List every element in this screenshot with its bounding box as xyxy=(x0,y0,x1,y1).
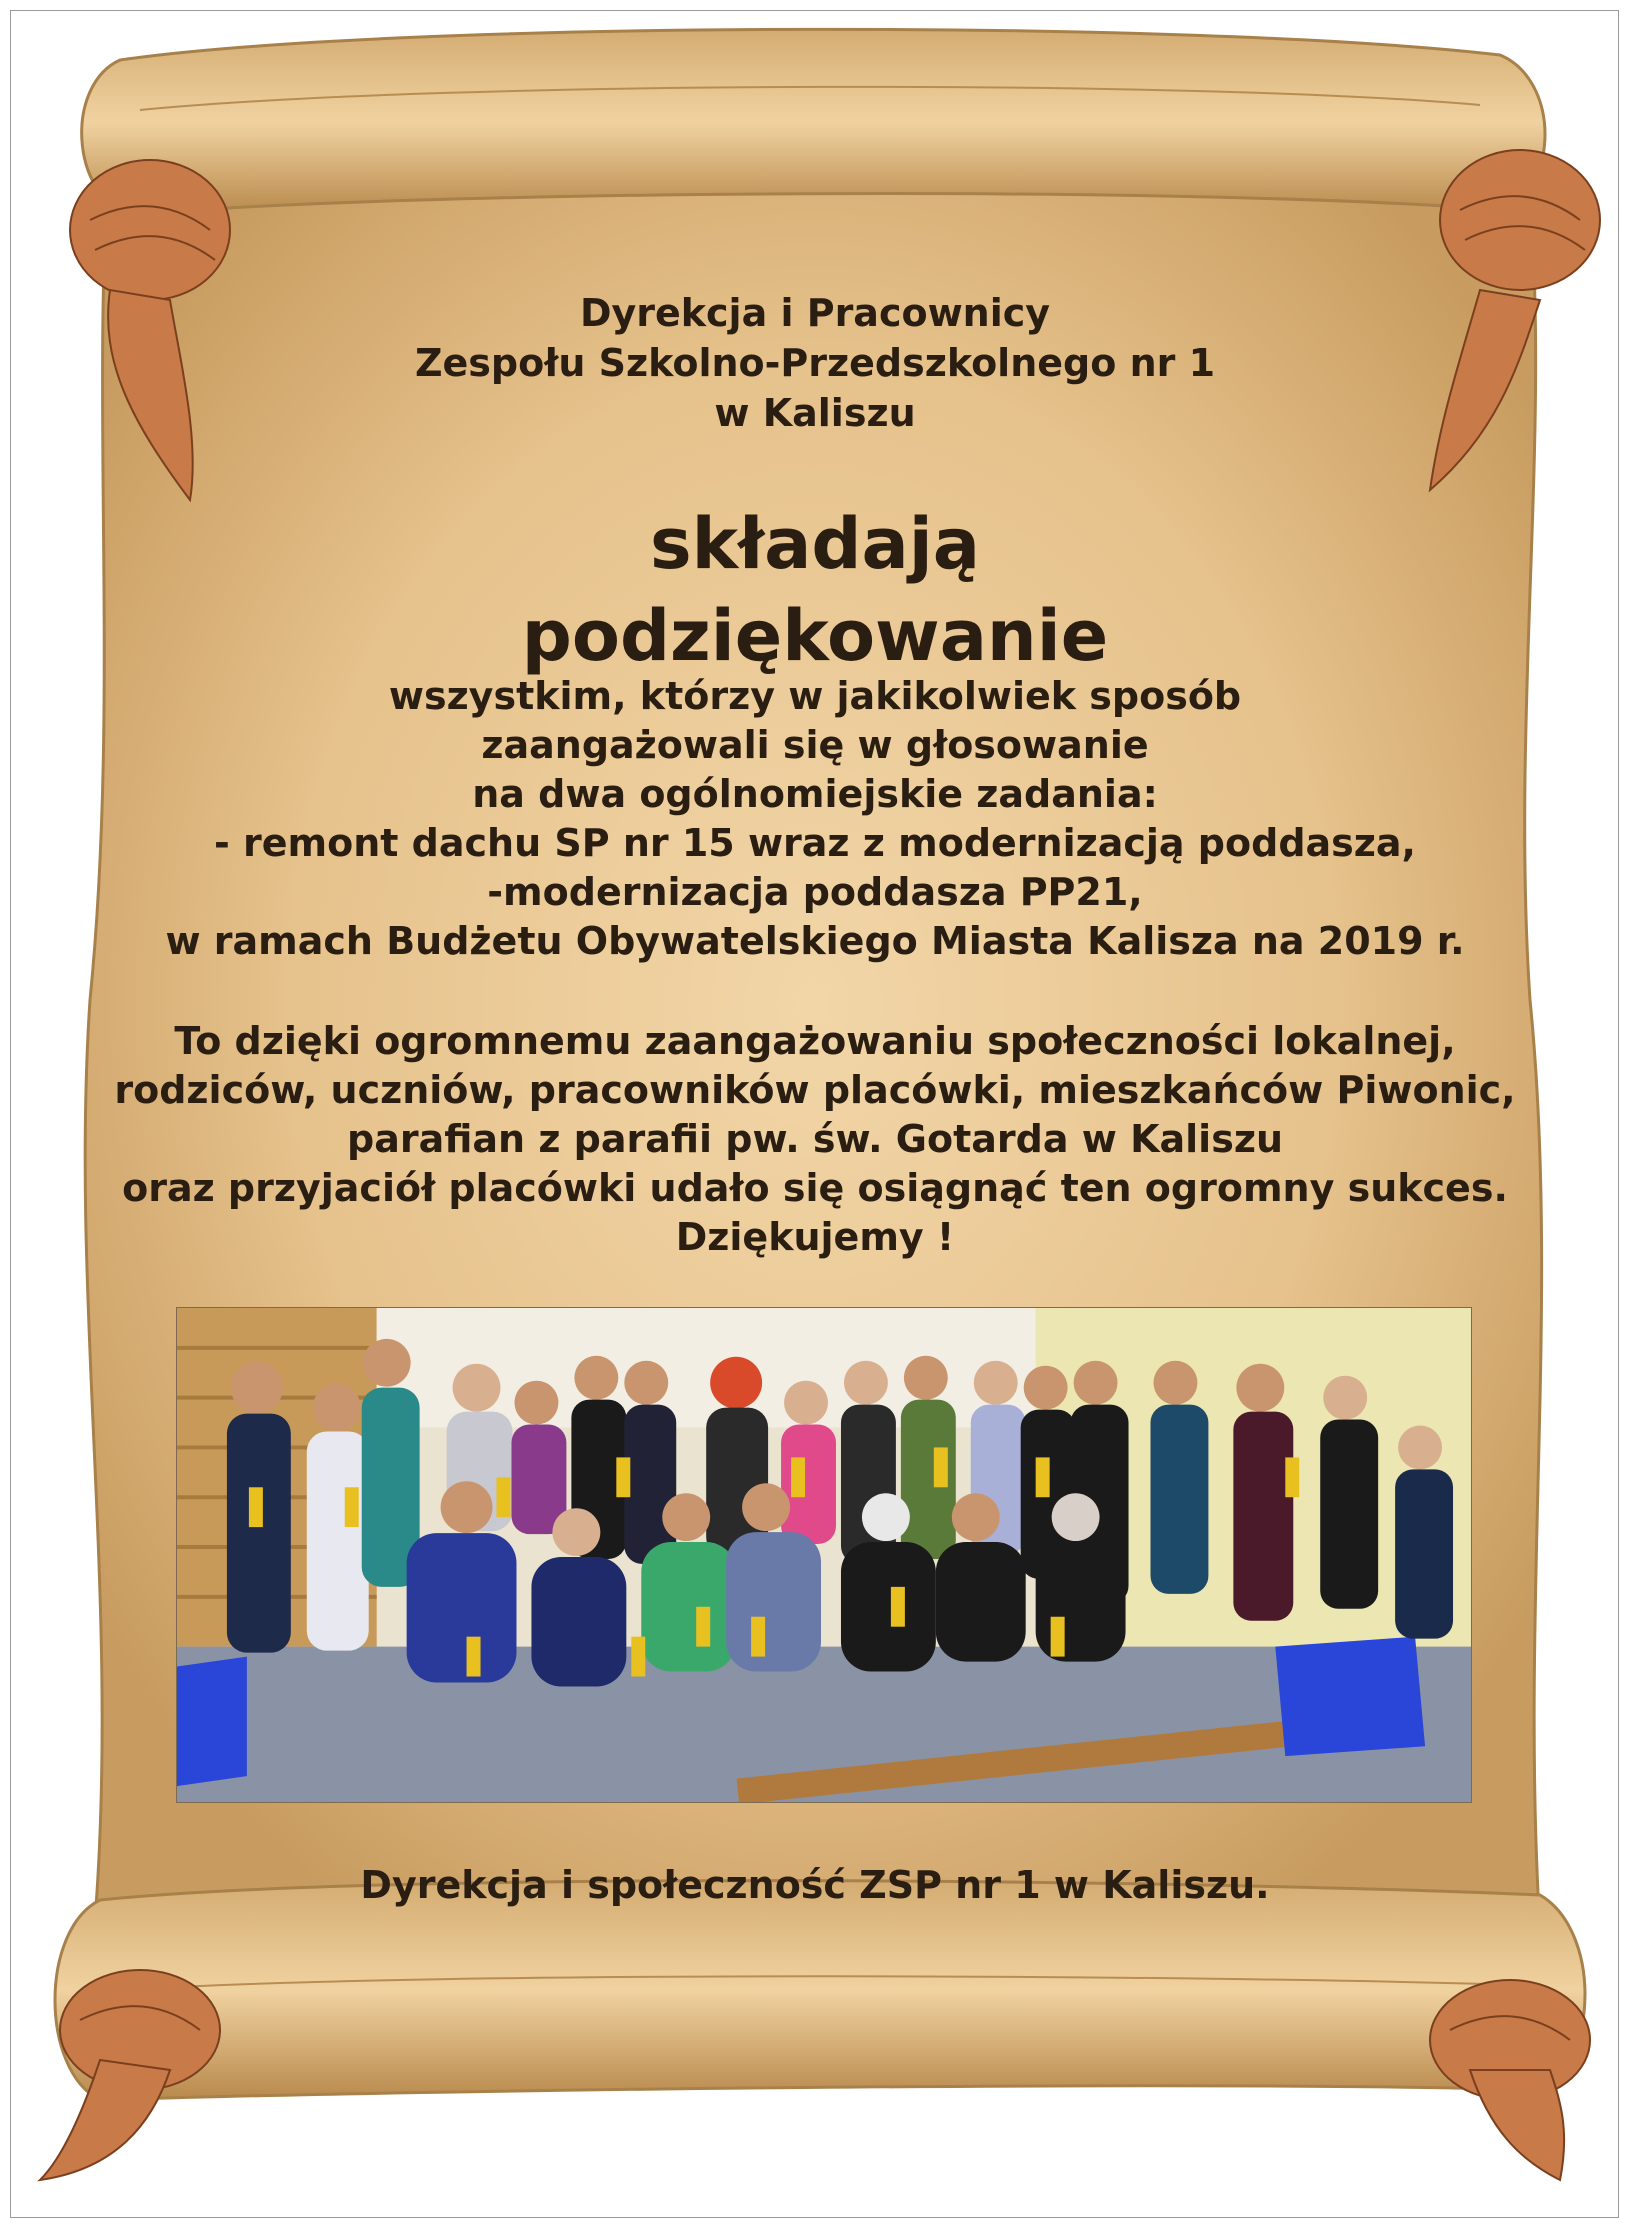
body-line-3: na dwa ogólnomiejskie zadania: xyxy=(472,772,1158,816)
body-line-1: wszystkim, którzy w jakikolwiek sposób xyxy=(388,674,1242,718)
thanks-line-3: parafian z parafii pw. św. Gotarda w Kaliszu xyxy=(347,1117,1283,1161)
headline-line-2: podziękowanie xyxy=(521,595,1109,677)
header-line-2: Zespołu Szkolno-Przedszkolnego nr 1 xyxy=(414,341,1216,385)
header-line-1: Dyrekcja i Pracownicy xyxy=(579,291,1051,335)
group-photo xyxy=(176,1307,1472,1803)
group-photo-icon xyxy=(177,1308,1471,1802)
headline-block xyxy=(110,498,1520,682)
thanks-line-2: rodziców, uczniów, pracowników placówki, mieszkańców Piwonic, xyxy=(114,1068,1516,1112)
header-block xyxy=(110,288,1520,438)
body-line-6: w ramach Budżetu Obywatelskiego Miasta Kalisza na 2019 r. xyxy=(165,919,1465,963)
thanks-block xyxy=(110,1017,1520,1262)
headline-line-1: składają xyxy=(649,503,980,585)
header-line-3: w Kaliszu xyxy=(714,391,916,435)
thanks-line-5: Dziękujemy ! xyxy=(675,1215,955,1259)
thanks-line-4: oraz przyjaciół placówki udało się osiągnąć ten ogromny sukces. xyxy=(122,1166,1508,1210)
body-block xyxy=(110,672,1520,966)
thanks-line-1: To dzięki ogromnemu zaangażowaniu społeczności lokalnej, xyxy=(174,1019,1456,1063)
body-line-2: zaangażowali się w głosowanie xyxy=(481,723,1149,767)
footer-text: Dyrekcja i społeczność ZSP nr 1 w Kaliszu. xyxy=(360,1863,1270,1907)
body-line-4: - remont dachu SP nr 15 wraz z modernizacją poddasza, xyxy=(214,821,1416,865)
body-line-5: -modernizacja poddasza PP21, xyxy=(487,870,1143,914)
footer-block xyxy=(110,1860,1520,1910)
